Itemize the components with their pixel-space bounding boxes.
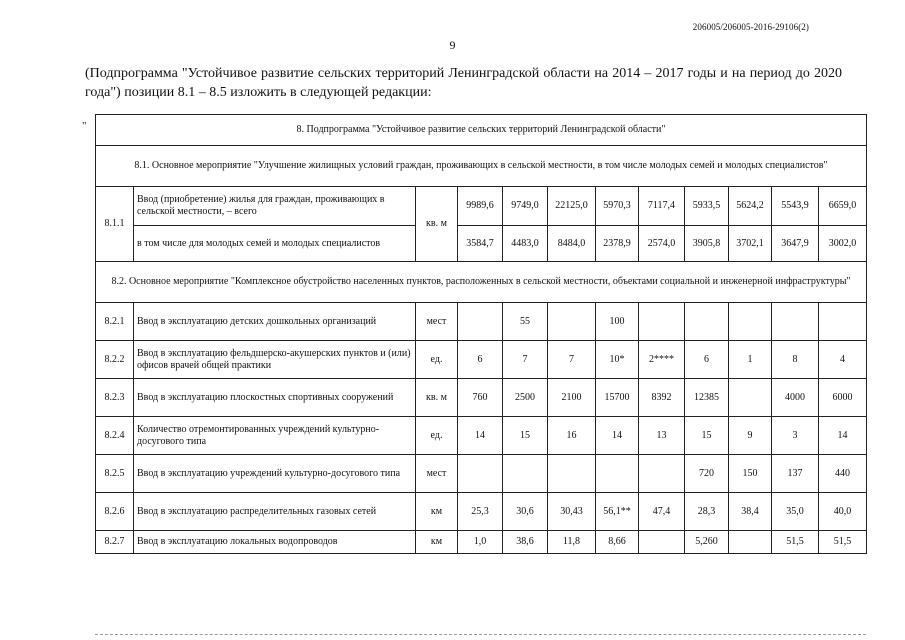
value-cell: 4000 <box>772 379 819 417</box>
value-cell: 100 <box>596 303 639 341</box>
row-name: Ввод в эксплуатацию плоскостных спортивных сооружений <box>134 379 416 417</box>
value-cell <box>685 303 729 341</box>
value-cell: 14 <box>819 417 867 455</box>
value-cell: 7 <box>548 341 596 379</box>
row-name: Ввод в эксплуатацию учреждений культурно-досугового типа <box>134 455 416 493</box>
row-number: 8.1.1 <box>96 187 134 262</box>
row-unit: ед. <box>416 417 458 455</box>
row-name: Ввод в эксплуатацию локальных водопроводов <box>134 531 416 554</box>
row-name: Ввод в эксплуатацию детских дошкольных организаций <box>134 303 416 341</box>
value-cell <box>596 455 639 493</box>
value-cell: 11,8 <box>548 531 596 554</box>
value-cell: 8484,0 <box>548 226 596 262</box>
value-cell <box>729 531 772 554</box>
section-8-1-row <box>96 146 867 187</box>
value-cell: 6000 <box>819 379 867 417</box>
value-cell: 30,43 <box>548 493 596 531</box>
value-cell: 2378,9 <box>596 226 639 262</box>
row-unit: кв. м <box>416 187 458 262</box>
value-cell: 5,260 <box>685 531 729 554</box>
row-unit: км <box>416 493 458 531</box>
table-row <box>96 187 867 226</box>
row-name: Ввод в эксплуатацию распределительных газовых сетей <box>134 493 416 531</box>
value-cell: 12385 <box>685 379 729 417</box>
row-name: Ввод (приобретение) жилья для граждан, проживающих в сельской местности, – всего <box>134 187 416 226</box>
value-cell: 440 <box>819 455 867 493</box>
value-cell: 4 <box>819 341 867 379</box>
value-cell: 15 <box>685 417 729 455</box>
value-cell: 5970,3 <box>596 187 639 226</box>
row-number: 8.2.5 <box>96 455 134 493</box>
row-number: 8.2.4 <box>96 417 134 455</box>
value-cell <box>639 455 685 493</box>
value-cell: 2500 <box>503 379 548 417</box>
row-unit: мест <box>416 455 458 493</box>
page-number: 9 <box>449 38 456 52</box>
value-cell <box>729 379 772 417</box>
table-row <box>96 455 867 493</box>
value-cell: 25,3 <box>458 493 503 531</box>
value-cell: 28,3 <box>685 493 729 531</box>
value-cell: 9989,6 <box>458 187 503 226</box>
value-cell: 22125,0 <box>548 187 596 226</box>
value-cell: 1,0 <box>458 531 503 554</box>
value-cell: 14 <box>458 417 503 455</box>
value-cell: 51,5 <box>772 531 819 554</box>
value-cell <box>503 455 548 493</box>
value-cell <box>729 303 772 341</box>
value-cell: 35,0 <box>772 493 819 531</box>
value-cell: 3702,1 <box>729 226 772 262</box>
value-cell: 2100 <box>548 379 596 417</box>
value-cell: 3647,9 <box>772 226 819 262</box>
value-cell: 14 <box>596 417 639 455</box>
value-cell: 8392 <box>639 379 685 417</box>
value-cell: 7 <box>503 341 548 379</box>
value-cell: 6659,0 <box>819 187 867 226</box>
indicators-table <box>95 114 867 554</box>
table-row <box>96 303 867 341</box>
value-cell: 2574,0 <box>639 226 685 262</box>
section-8-1-title: 8.1. Основное мероприятие "Улучшение жилищных условий граждан, проживающих в сельской местности, в том числе молодых семей и молодых специалистов" <box>96 146 867 187</box>
row-unit: мест <box>416 303 458 341</box>
value-cell: 40,0 <box>819 493 867 531</box>
intro-paragraph: (Подпрограмма "Устойчивое развитие сельских территорий Ленинградской области на 2014 – 2017 годы и на период до 2020 года") позиции 8.1 – 8.5 изложить в следующей редакции: <box>85 66 842 100</box>
row-unit: км <box>416 531 458 554</box>
table-row <box>96 379 867 417</box>
value-cell: 760 <box>458 379 503 417</box>
value-cell: 6 <box>458 341 503 379</box>
table-row <box>96 341 867 379</box>
value-cell <box>458 455 503 493</box>
table-row <box>96 226 867 262</box>
value-cell: 30,6 <box>503 493 548 531</box>
value-cell: 15700 <box>596 379 639 417</box>
table-row <box>96 493 867 531</box>
value-cell <box>772 303 819 341</box>
value-cell <box>639 531 685 554</box>
row-number: 8.2.3 <box>96 379 134 417</box>
value-cell: 8,66 <box>596 531 639 554</box>
value-cell: 7117,4 <box>639 187 685 226</box>
value-cell: 3584,7 <box>458 226 503 262</box>
value-cell: 137 <box>772 455 819 493</box>
value-cell: 38,4 <box>729 493 772 531</box>
table-row <box>96 417 867 455</box>
value-cell <box>548 455 596 493</box>
value-cell: 720 <box>685 455 729 493</box>
row-number: 8.2.6 <box>96 493 134 531</box>
value-cell <box>819 303 867 341</box>
value-cell: 2**** <box>639 341 685 379</box>
value-cell: 13 <box>639 417 685 455</box>
value-cell: 38,6 <box>503 531 548 554</box>
value-cell: 5624,2 <box>729 187 772 226</box>
value-cell: 9749,0 <box>503 187 548 226</box>
value-cell: 4483,0 <box>503 226 548 262</box>
row-unit: кв. м <box>416 379 458 417</box>
row-unit: ед. <box>416 341 458 379</box>
value-cell <box>548 303 596 341</box>
value-cell: 1 <box>729 341 772 379</box>
value-cell: 3905,8 <box>685 226 729 262</box>
value-cell: 3002,0 <box>819 226 867 262</box>
section-8-2-title: 8.2. Основное мероприятие "Комплексное обустройство населенных пунктов, расположенных в сельской местности, объектами социальной и инженерной инфраструктуры" <box>96 262 867 303</box>
page-bottom-artifact <box>95 634 866 635</box>
value-cell: 16 <box>548 417 596 455</box>
row-name: Ввод в эксплуатацию фельдшерско-акушерских пунктов и (или) офисов врачей общей практики <box>134 341 416 379</box>
program-title: 8. Подпрограмма "Устойчивое развитие сельских территорий Ленинградской области" <box>96 115 867 146</box>
value-cell: 5543,9 <box>772 187 819 226</box>
opening-quote-mark: " <box>82 120 87 132</box>
value-cell: 8 <box>772 341 819 379</box>
document-id: 206005/206005-2016-29106(2) <box>692 22 809 32</box>
value-cell: 47,4 <box>639 493 685 531</box>
value-cell: 150 <box>729 455 772 493</box>
value-cell: 51,5 <box>819 531 867 554</box>
value-cell: 10* <box>596 341 639 379</box>
value-cell <box>458 303 503 341</box>
value-cell: 5933,5 <box>685 187 729 226</box>
row-number: 8.2.1 <box>96 303 134 341</box>
table-row <box>96 531 867 554</box>
value-cell: 56,1** <box>596 493 639 531</box>
value-cell <box>639 303 685 341</box>
program-header-row <box>96 115 867 146</box>
value-cell: 6 <box>685 341 729 379</box>
value-cell: 55 <box>503 303 548 341</box>
section-8-2-row <box>96 262 867 303</box>
row-number: 8.2.2 <box>96 341 134 379</box>
row-name: в том числе для молодых семей и молодых специалистов <box>134 226 416 262</box>
value-cell: 15 <box>503 417 548 455</box>
row-number: 8.2.7 <box>96 531 134 554</box>
row-name: Количество отремонтированных учреждений культурно-досугового типа <box>134 417 416 455</box>
value-cell: 9 <box>729 417 772 455</box>
value-cell: 3 <box>772 417 819 455</box>
